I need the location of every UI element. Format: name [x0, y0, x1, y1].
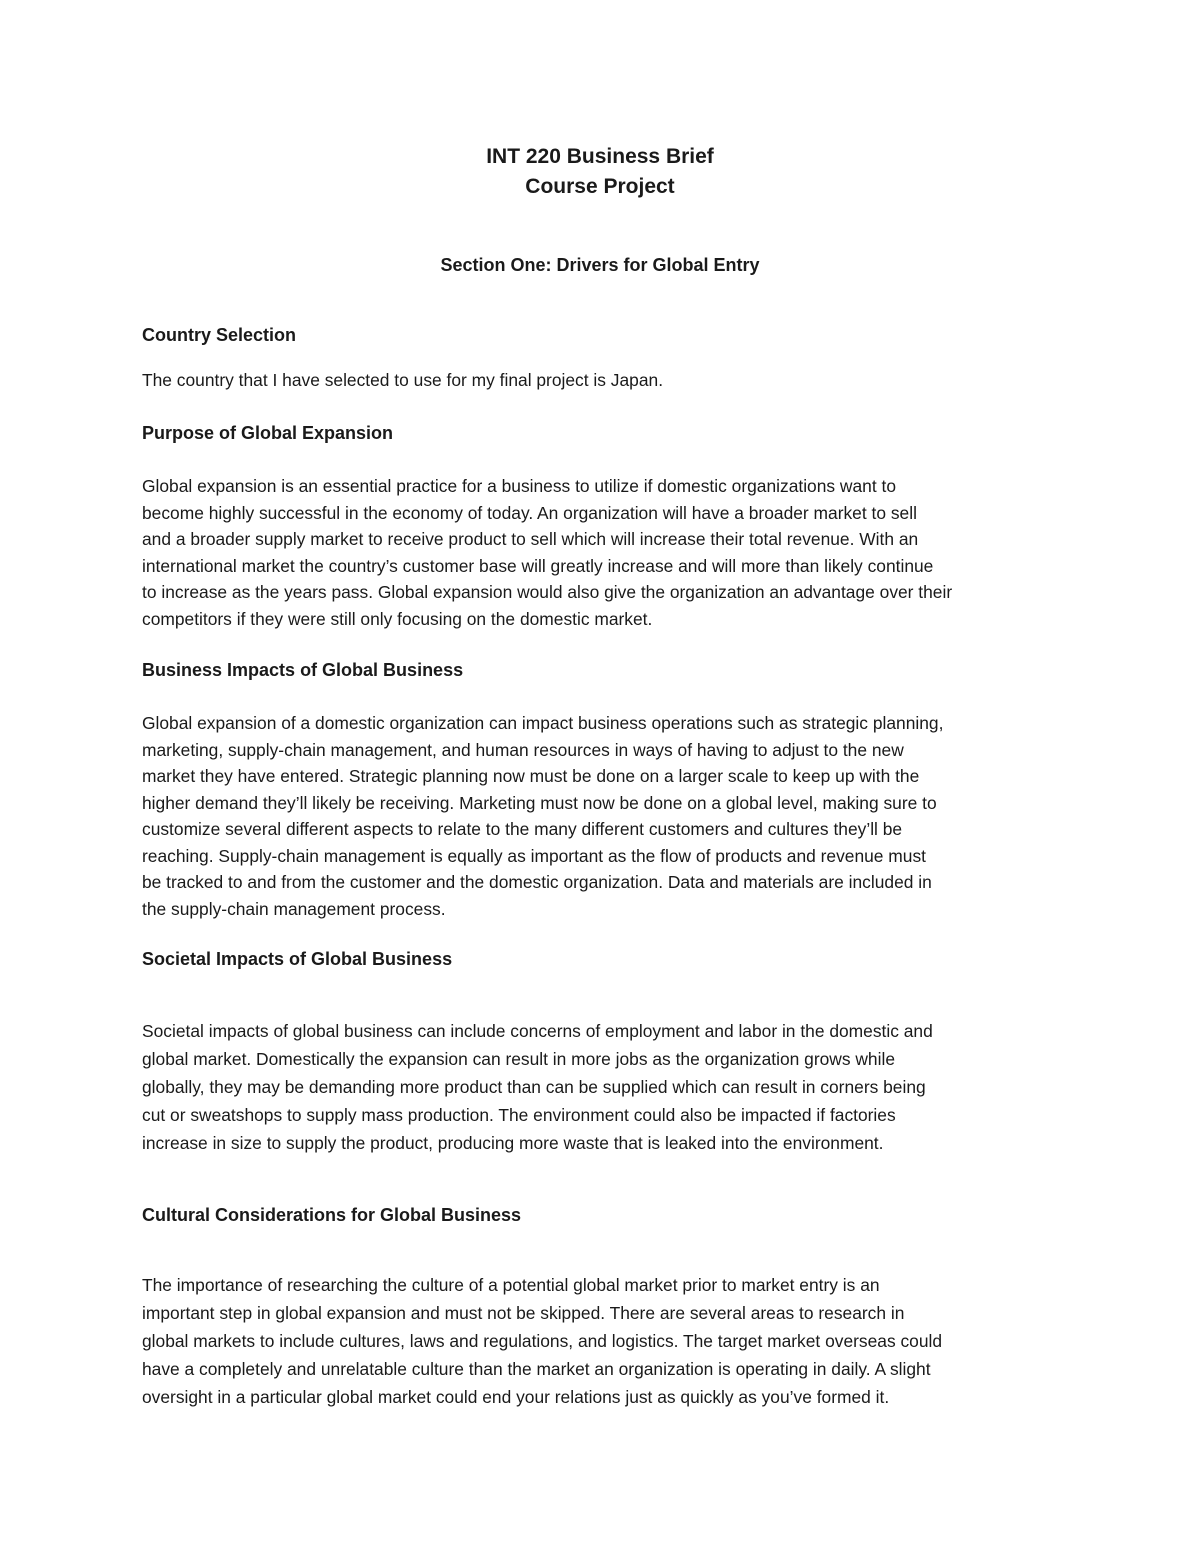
heading-purpose-of-global-expansion: Purpose of Global Expansion — [142, 423, 394, 443]
heading-cultural-considerations: Cultural Considerations for Global Business — [142, 1205, 522, 1225]
document-title: INT 220 Business Brief — [486, 145, 714, 168]
heading-country-selection: Country Selection — [142, 325, 297, 345]
paragraph-cultural-considerations — [142, 1271, 1062, 1411]
text-line: higher demand they’ll likely be receiving. Marketing must now be done on a global level, making sure to — [142, 792, 937, 813]
text-line: have a completely and unrelatable culture than the market an organization is operating in daily. A slight — [142, 1359, 931, 1379]
text-line: important step in global expansion and must not be skipped. There are several areas to research in — [142, 1303, 905, 1323]
text-line: be tracked to and from the customer and the domestic organization. Data and materials are included in — [142, 872, 932, 892]
text-line: competitors if they were still only focusing on the domestic market. — [142, 608, 653, 629]
text-line: oversight in a particular global market could end your relations just as quickly as you’ve formed it. — [142, 1387, 890, 1407]
text-line: to increase as the years pass. Global expansion would also give the organization an advantage over their — [142, 582, 953, 602]
text-line: The importance of researching the culture of a potential global market prior to market entry is an — [142, 1275, 880, 1295]
text-line: international market the country’s customer base will greatly increase and will more than likely continue — [142, 555, 934, 576]
text-line: become highly successful in the economy of today. An organization will have a broader market to sell — [142, 502, 917, 523]
text-line: customize several different aspects to relate to the many different customers and cultures they’ll be — [142, 819, 903, 839]
heading-societal-impacts: Societal Impacts of Global Business — [142, 949, 453, 969]
text-line: global markets to include cultures, laws and regulations, and logistics. The target market overseas could — [142, 1331, 943, 1351]
heading-business-impacts: Business Impacts of Global Business — [142, 660, 464, 680]
text-line: the supply-chain management process. — [142, 898, 446, 919]
text-line: market they have entered. Strategic planning now must be done on a larger scale to keep up with the — [142, 766, 920, 786]
text-line: marketing, supply-chain management, and human resources in ways of having to adjust to the new — [142, 739, 904, 760]
text-line: reaching. Supply-chain management is equally as important as the flow of products and revenue must — [142, 845, 926, 866]
paragraph-societal-impacts — [142, 1017, 1062, 1157]
document-subtitle: Course Project — [525, 175, 675, 198]
text-line: cut or sweatshops to supply mass production. The environment could also be impacted if factories — [142, 1105, 896, 1125]
text-line: globally, they may be demanding more product than can be supplied which can result in corners being — [142, 1077, 926, 1097]
text-line: The country that I have selected to use for my final project is Japan. — [142, 370, 664, 390]
text-line: increase in size to supply the product, producing more waste that is leaked into the environment. — [142, 1133, 884, 1153]
paragraph-business-impacts — [142, 710, 1062, 922]
paragraph-purpose-of-global-expansion — [142, 473, 1062, 632]
text-line: global market. Domestically the expansion can result in more jobs as the organization grows while — [142, 1049, 896, 1069]
text-line: Societal impacts of global business can include concerns of employment and labor in the domestic and — [142, 1021, 933, 1041]
text-line: Global expansion is an essential practice for a business to utilize if domestic organizations want to — [142, 476, 896, 496]
text-line: Global expansion of a domestic organization can impact business operations such as strategic planning, — [142, 713, 944, 733]
text-line: and a broader supply market to receive product to sell which will increase their total revenue. With an — [142, 529, 919, 549]
paragraph-country-selection — [142, 367, 1062, 394]
section-title: Section One: Drivers for Global Entry — [440, 255, 760, 275]
